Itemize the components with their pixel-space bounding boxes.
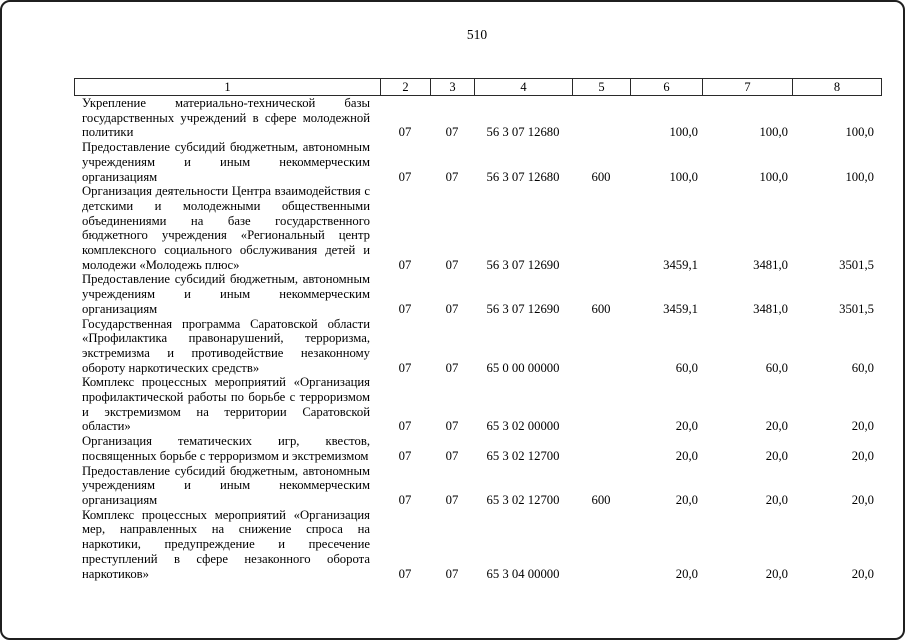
column-header-1: 1: [75, 79, 381, 95]
cell-name: Организация тематических игр, квестов, посвященных борьбе с терроризмом и экстремизмом: [82, 434, 370, 463]
cell-col6: 3459,1: [663, 257, 698, 272]
cell-col7: 3481,0: [753, 257, 788, 272]
cell-col4: 65 0 00 00000: [486, 360, 560, 375]
column-header-7: 7: [703, 79, 793, 95]
cell-col2: 07: [398, 125, 412, 140]
cell-col8: 60,0: [851, 360, 874, 375]
table-row: [74, 464, 880, 508]
cell-col4: 56 3 07 12690: [486, 301, 560, 316]
cell-col2: 07: [398, 448, 412, 463]
cell-col3: 07: [445, 301, 459, 316]
cell-col3: 07: [445, 169, 459, 184]
cell-col7: 20,0: [765, 566, 788, 581]
column-header-6: 6: [631, 79, 703, 95]
page-number: 510: [466, 27, 488, 42]
cell-col6: 20,0: [675, 419, 698, 434]
cell-col6: 20,0: [675, 566, 698, 581]
cell-col7: 100,0: [759, 169, 788, 184]
cell-col7: 20,0: [765, 448, 788, 463]
table-body: [74, 96, 880, 581]
cell-name: Организация деятельности Центра взаимодействия с детскими и молодежными общественными объединениями на базе государственного бюджетного учреждения «Региональный центр комплексного социального обслуживания детей и молодежи «Молодежь плюс»: [82, 184, 370, 272]
cell-col4: 65 3 02 00000: [486, 419, 560, 434]
cell-col3: 07: [445, 360, 459, 375]
cell-col5: 600: [591, 492, 611, 507]
cell-col2: 07: [398, 257, 412, 272]
table-row: [74, 508, 880, 582]
cell-col3: 07: [445, 492, 459, 507]
column-header-2: 2: [381, 79, 431, 95]
cell-col4: 65 3 02 12700: [486, 492, 560, 507]
cell-col6: 3459,1: [663, 301, 698, 316]
cell-col7: 100,0: [759, 125, 788, 140]
cell-col4: 56 3 07 12680: [486, 169, 560, 184]
cell-name: Предоставление субсидий бюджетным, автономным учреждениям и иным некоммерческим организациям: [82, 140, 370, 184]
cell-col8: 20,0: [851, 566, 874, 581]
budget-table: [74, 78, 882, 581]
column-header-4: 4: [475, 79, 573, 95]
table-row: [74, 140, 880, 184]
cell-col8: 100,0: [845, 169, 874, 184]
table-row: [74, 317, 880, 376]
cell-col3: 07: [445, 448, 459, 463]
table-row: [74, 96, 880, 140]
cell-col7: 20,0: [765, 492, 788, 507]
table-row: [74, 434, 880, 463]
cell-name: Укрепление материально-технической базы государственных учреждений в сфере молодежной политики: [82, 96, 370, 140]
table-header-row: [74, 78, 882, 96]
cell-col8: 3501,5: [839, 257, 874, 272]
cell-col2: 07: [398, 301, 412, 316]
cell-col4: 56 3 07 12680: [486, 125, 560, 140]
cell-col5: 600: [591, 169, 611, 184]
cell-col7: 20,0: [765, 419, 788, 434]
cell-col2: 07: [398, 169, 412, 184]
column-header-5: 5: [573, 79, 631, 95]
cell-col3: 07: [445, 419, 459, 434]
cell-col8: 100,0: [845, 125, 874, 140]
cell-col4: 65 3 04 00000: [486, 566, 560, 581]
cell-col6: 20,0: [675, 448, 698, 463]
cell-col3: 07: [445, 257, 459, 272]
column-header-8: 8: [833, 80, 841, 94]
cell-name: Предоставление субсидий бюджетным, автономным учреждениям и иным некоммерческим организациям: [82, 463, 370, 507]
cell-col4: 65 3 02 12700: [486, 448, 560, 463]
cell-name: Государственная программа Саратовской области «Профилактика правонарушений, терроризма, экстремизма и противодействие незаконному обороту наркотических средств»: [82, 316, 370, 375]
cell-col6: 60,0: [675, 360, 698, 375]
cell-name: Предоставление субсидий бюджетным, автономным учреждениям и иным некоммерческим организациям: [82, 272, 370, 316]
cell-col7: 60,0: [765, 360, 788, 375]
cell-col4: 56 3 07 12690: [486, 257, 560, 272]
cell-col2: 07: [398, 419, 412, 434]
cell-name: Комплекс процессных мероприятий «Организация мер, направленных на снижение спроса на наркотики, предупреждение и пресечение преступлений в сфере незаконного оборота наркотиков»: [82, 507, 370, 581]
cell-col6: 100,0: [669, 125, 698, 140]
cell-col3: 07: [445, 125, 459, 140]
cell-col2: 07: [398, 566, 412, 581]
table-row: [74, 184, 880, 272]
cell-col6: 20,0: [675, 492, 698, 507]
cell-col6: 100,0: [669, 169, 698, 184]
cell-col2: 07: [398, 360, 412, 375]
table-row: [74, 375, 880, 434]
cell-col8: 20,0: [851, 492, 874, 507]
table-row: [74, 272, 880, 316]
cell-col5: 600: [591, 301, 611, 316]
cell-col8: 20,0: [851, 448, 874, 463]
cell-col8: 20,0: [851, 419, 874, 434]
cell-col2: 07: [398, 492, 412, 507]
cell-col8: 3501,5: [839, 301, 874, 316]
cell-col7: 3481,0: [753, 301, 788, 316]
column-header-3: 3: [431, 79, 475, 95]
cell-col3: 07: [445, 566, 459, 581]
cell-name: Комплекс процессных мероприятий «Организация профилактической работы по борьбе с терроризмом и экстремизмом на территории Саратовской области»: [82, 375, 370, 434]
